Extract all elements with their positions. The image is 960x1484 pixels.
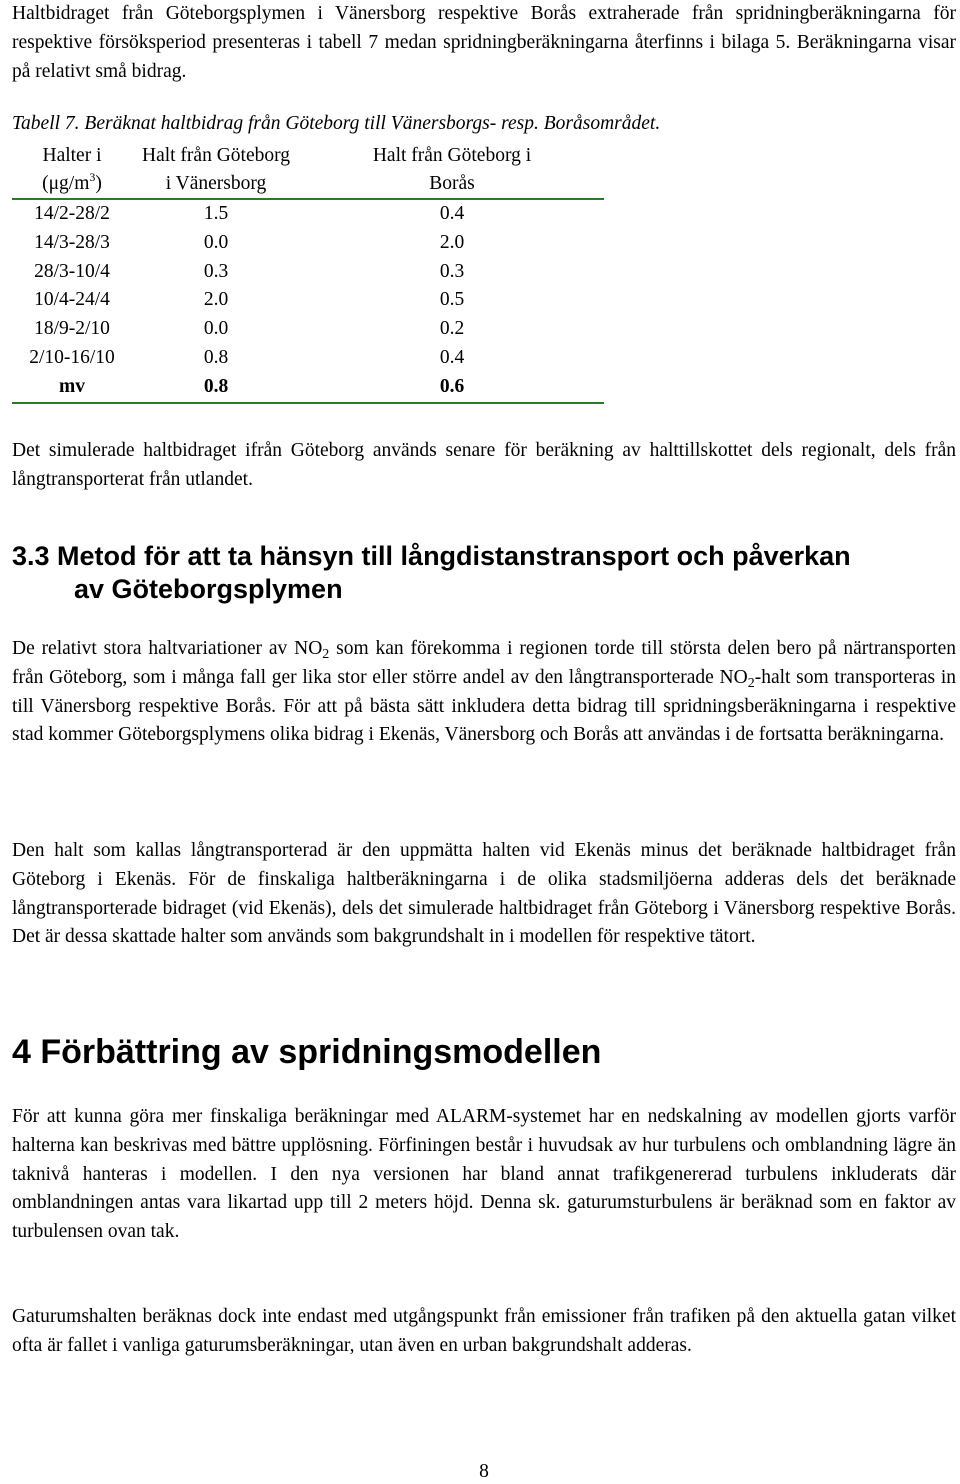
after-table-paragraph: Det simulerade haltbidraget ifrån Göteborg används senare för beräkning av halttillskottet dels regionalt, dels från långtransporterat från utlandet.	[12, 440, 956, 490]
intro-paragraph: Haltbidraget från Göteborgsplymen i Vänersborg respektive Borås extraherade från spridningberäkningarna för respektive försöksperiod presenteras i tabell 7 medan spridningberäkningarna återfinns i bilaga 5. Beräkningarna visar på relativt små bidrag.	[12, 3, 956, 82]
cell-period: 28/3-10/4	[34, 260, 110, 282]
header-vanersborg-line2: i Vänersborg	[165, 173, 267, 194]
section-4-paragraph-2: Gaturumshalten beräknas dock inte endast med utgångspunkt från emissioner från trafiken på den aktuella gatan vilket ofta är fallet i vanliga gaturumsberäkningar, utan även en urban bakgrundshalt adderas.	[12, 1306, 956, 1356]
p1-part-b: som kan förekomma i regionen torde till största delen bero på närtransporten från Göteborg, som i många fall ger lika stor eller större andel av den långtransporterade NO	[12, 638, 957, 688]
cell-boras: 2.0	[439, 231, 465, 253]
header-period-unit: (μg/m	[42, 173, 90, 194]
header-boras-line1: Halt från Göteborg i	[372, 145, 532, 166]
header-boras	[300, 142, 604, 199]
cell-vanersborg: 0.8	[203, 346, 229, 368]
table-caption: Tabell 7. Beräknat haltbidrag från Göteborg till Vänersborgs- resp. Boråsområdet.	[12, 113, 661, 134]
table-header-row	[12, 142, 604, 199]
header-boras-line2: Borås	[429, 173, 475, 194]
cell-period: 10/4-24/4	[34, 289, 110, 311]
cell-vanersborg: 1.5	[203, 203, 229, 224]
p1-part-c: -halt som transporteras in till Vänersborg respektive Borås. För att på bästa sätt inkludera detta bidrag till spridningsberäkningarna i respektive stad kommer Göteborgsplymens olika bidrag i Ekenäs, Vänersborg och Borås att användas i de fortsatta beräkningarna.	[12, 666, 956, 746]
cell-mean-vanersborg: 0.8	[132, 373, 300, 403]
data-table	[12, 142, 604, 404]
cell-vanersborg: 0.0	[203, 318, 229, 340]
cell-boras: 0.4	[439, 346, 465, 368]
cell-mean-label: mv	[12, 373, 132, 403]
no2-subscript: 2	[322, 647, 330, 662]
section-3-3-paragraph-1	[12, 635, 956, 750]
cell-boras: 0.4	[439, 203, 465, 224]
header-period	[12, 142, 132, 199]
cell-vanersborg: 2.0	[203, 289, 229, 311]
cell-period: 14/2-28/2	[34, 203, 110, 224]
section-3-3-title-line2: av Göteborgsplymen	[74, 574, 343, 604]
cell-boras: 0.2	[439, 318, 465, 340]
cell-period: 18/9-2/10	[34, 318, 110, 340]
cell-period: 14/3-28/3	[34, 231, 110, 253]
table-row	[12, 229, 604, 258]
table-row	[12, 286, 604, 315]
header-vanersborg	[132, 142, 300, 199]
cell-vanersborg: 0.0	[203, 231, 229, 253]
table-row	[12, 199, 604, 229]
section-4-paragraph-1: För att kunna göra mer finskaliga beräkningar med ALARM-systemet har en nedskalning av modellen gjorts varför halterna kan beskrivas med bättre upplösning. Förfiningen består i huvudsak av hur turbulens och omblandning lägre än taknivå hanteras i modellen. I den nya versionen har bland annat trafikgenererad turbulens inkluderats där omblandningen antas vara likartad upp till 2 meters höjd. Denna sk. gaturumsturbulens är beräknad som en faktor av turbulensen ovan tak.	[12, 1106, 956, 1243]
section-3-3-paragraph-2: Den halt som kallas långtransporterad är den uppmätta halten vid Ekenäs minus det beräknade haltbidraget från Göteborg i Ekenäs. För de finskaliga haltberäkningarna i de olika stadsmiljöerna adderas dels det beräknade långtransporterade bidraget (vid Ekenäs), dels det simulerade haltbidraget från Göteborg i Vänersborg respektive Borås. Det är dessa skattade halter som används som bakgrundshalt in i modellen för respektive tätort.	[12, 840, 956, 948]
p1-part-a: De relativt stora haltvariationer av NO	[12, 638, 323, 659]
cell-mean-boras: 0.6	[300, 373, 604, 403]
header-period-unit-sup: 3	[89, 170, 96, 184]
table-row	[12, 315, 604, 344]
cell-boras: 0.5	[439, 289, 465, 311]
header-period-line1: Halter i	[42, 145, 102, 166]
no2-subscript: 2	[747, 675, 755, 691]
table-mean-row	[12, 373, 604, 403]
cell-boras: 0.3	[439, 260, 465, 282]
table-row	[12, 344, 604, 373]
section-3-3-heading	[12, 540, 851, 606]
cell-period: 2/10-16/10	[29, 346, 115, 368]
table-row	[12, 258, 604, 287]
header-period-unit-close: )	[95, 173, 102, 194]
page-number: 8	[479, 1461, 489, 1482]
section-4-heading: 4 Förbättring av spridningsmodellen	[12, 1033, 602, 1071]
section-3-3-title-line1: 3.3 Metod för att ta hänsyn till långdistanstransport och påverkan	[12, 541, 851, 571]
cell-vanersborg: 0.3	[203, 260, 229, 282]
header-vanersborg-line1: Halt från Göteborg	[141, 145, 290, 166]
